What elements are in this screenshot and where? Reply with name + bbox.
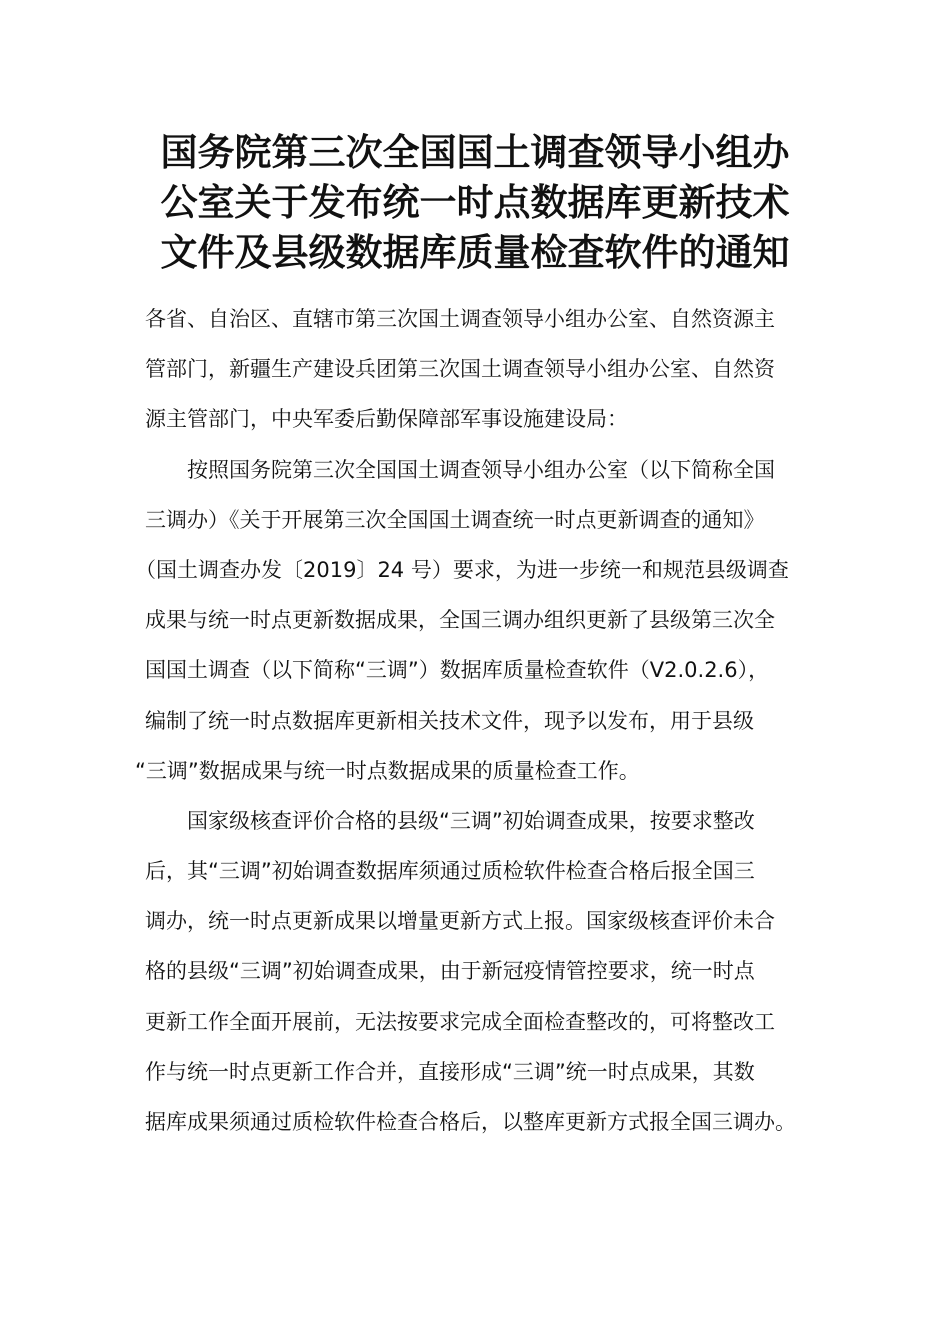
paragraph-line: 编制了统一时点数据库更新相关技术文件，现予以发布，用于县级	[145, 708, 754, 733]
document-body	[135, 294, 815, 1147]
paragraph-line: 作与统一时点更新工作合并，直接形成“三调”统一时点成果，其数	[145, 1059, 755, 1084]
paragraph-line: 调办，统一时点更新成果以增量更新方式上报。国家级核查评价未合	[145, 909, 775, 934]
title-line: 文件及县级数据库质量检查软件的通知	[160, 231, 790, 274]
paragraph-line: 成果与统一时点更新数据成果，全国三调办组织更新了县级第三次全	[145, 608, 775, 633]
title-line: 国务院第三次全国国土调查领导小组办	[160, 131, 790, 174]
paragraph-line: 据库成果须通过质检软件检查合格后，以整库更新方式报全国三调办。	[145, 1110, 796, 1134]
paragraph-line: （国土调查办发〔2019〕24 号）要求，为进一步统一和规范县级调查	[135, 557, 789, 582]
paragraph-line: 后，其“三调”初始调查数据库须通过质检软件检查合格后报全国三	[145, 859, 755, 884]
paragraph-line: “三调”数据成果与统一时点数据成果的质量检查工作。	[135, 758, 640, 783]
salutation-line: 各省、自治区、直辖市第三次国土调查领导小组办公室、自然资源主	[145, 307, 775, 331]
paragraph-line: 格的县级“三调”初始调查成果，由于新冠疫情管控要求，统一时点	[145, 959, 755, 984]
paragraph-line: 更新工作全面开展前，无法按要求完成全面检查整改的，可将整改工	[145, 1009, 775, 1034]
document-title	[140, 128, 810, 278]
paragraph-line: 国国土调查（以下简称“三调”）数据库质量检查软件（V2.0.2.6），	[145, 658, 770, 683]
paragraph-line: 三调办）《关于开展第三次全国国土调查统一时点更新调查的通知》	[145, 507, 765, 532]
salutation-line: 管部门，新疆生产建设兵团第三次国土调查领导小组办公室、自然资	[145, 357, 775, 382]
title-line: 公室关于发布统一时点数据库更新技术	[160, 181, 790, 224]
paragraph-line: 国家级核查评价合格的县级“三调”初始调查成果，按要求整改	[187, 808, 755, 833]
salutation-line: 源主管部门，中央军委后勤保障部军事设施建设局：	[145, 407, 628, 432]
paragraph-line: 按照国务院第三次全国国土调查领导小组办公室（以下简称全国	[187, 457, 775, 482]
